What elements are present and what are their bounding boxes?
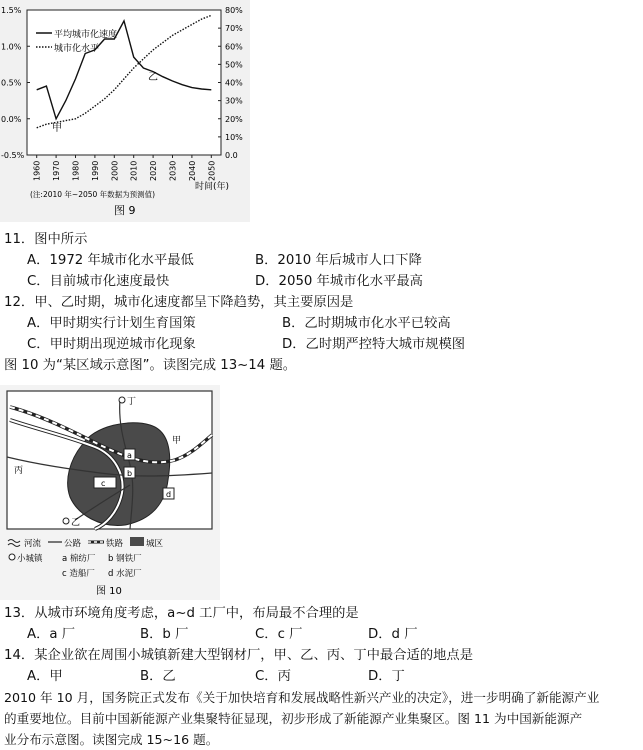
left-tick-label: -0.5% [1, 151, 25, 160]
figure-9-chart [0, 0, 250, 222]
legend-city-symbol [130, 537, 144, 546]
right-tick-label: 60% [225, 42, 243, 52]
intro-figure-10: 图 10 为“某区域示意图”。读图完成 13~14 题。 [4, 358, 297, 373]
factory-c-label: c [101, 479, 106, 488]
q13-option-b: B．b 厂 [140, 627, 189, 642]
map-legend [8, 537, 164, 579]
figure-10 [0, 385, 220, 600]
q12-option-b: B．乙时期城市化水平已较高 [282, 316, 451, 331]
paragraph-line-1: 2010 年 10 月，国务院正式发布《关于加快培育和发展战略性新兴产业的决定》，进一步明确了新能源产业 [4, 690, 600, 705]
figure-10-caption: 图 10 [96, 586, 122, 597]
legend-factory-c: c 造船厂 [62, 569, 95, 579]
right-tick-label: 30% [225, 96, 243, 106]
q14-stem: 14．某企业欲在周围小城镇新建大型钢材厂，甲、乙、丙、丁中最合适的地点是 [4, 648, 474, 663]
x-tick-label: 1960 [32, 160, 42, 181]
town-yi-label: 乙 [71, 518, 81, 528]
right-tick-label: 40% [225, 78, 243, 88]
factory-b-label: b [127, 469, 133, 478]
marker-yi: 乙 [148, 72, 158, 83]
town-ding-marker [119, 397, 125, 403]
legend-town: 小城镇 [17, 554, 43, 564]
town-ding-label: 丁 [127, 397, 137, 407]
x-tick-label: 2050 [207, 160, 217, 181]
q11-option-b: B．2010 年后城市人口下降 [255, 253, 422, 268]
legend-level: 城市化水平 [54, 44, 100, 54]
factory-a-label: a [127, 451, 132, 460]
right-tick-label: 80% [225, 6, 243, 15]
q12-option-d: D．乙时期严控特大城市规模图 [282, 337, 466, 352]
left-tick-label: 1.0% [1, 42, 22, 52]
factory-d-label: d [166, 490, 172, 499]
legend-avg-speed: 平均城市化速度 [54, 30, 118, 40]
figure-9 [0, 0, 250, 222]
legend-factory-b: b 钢铁厂 [108, 554, 142, 564]
town-bing-label: 丙 [14, 466, 24, 476]
legend-river-symbol [8, 540, 20, 543]
right-tick-label: 70% [225, 24, 243, 34]
right-tick-label: 10% [225, 132, 243, 142]
q14-option-a: A．甲 [27, 669, 63, 684]
town-yi-marker [63, 518, 69, 524]
x-tick-label: 2010 [129, 160, 139, 181]
legend-town-symbol [9, 554, 15, 560]
q11-option-c: C．目前城市化速度最快 [27, 274, 170, 289]
legend-road: 公路 [64, 539, 82, 549]
legend-factory-d: d 水泥厂 [108, 569, 142, 579]
legend-city: 城区 [146, 539, 164, 549]
legend-river: 河流 [24, 539, 42, 549]
legend-factory-a: a 棉纺厂 [62, 554, 96, 564]
x-tick-label: 1970 [52, 160, 62, 181]
figure-9-caption: 图 9 [114, 204, 136, 217]
legend-rail: 铁路 [106, 539, 124, 549]
q14-option-d: D．丁 [368, 669, 405, 684]
q12-stem: 12．甲、乙时期，城市化速度都呈下降趋势，其主要原因是 [4, 295, 354, 310]
right-tick-label: 50% [225, 60, 243, 70]
left-tick-label: 0.0% [1, 114, 22, 124]
left-tick-label: 0.5% [1, 78, 22, 88]
figure-10-map [0, 385, 220, 600]
q11-stem: 11．图中所示 [4, 232, 88, 247]
right-tick-label: 20% [225, 114, 243, 124]
x-tick-label: 2030 [168, 160, 178, 181]
q11-option-a: A．1972 年城市化水平最低 [27, 253, 194, 268]
x-tick-label: 1980 [71, 160, 81, 181]
x-axis-title: 时间(年) [195, 182, 230, 192]
right-tick-label: 0.0 [225, 151, 238, 160]
q14-option-b: B．乙 [140, 669, 176, 684]
q13-stem: 13．从城市环境角度考虑，a~d 工厂中，布局最不合理的是 [4, 606, 359, 621]
x-tick-label: 1990 [90, 160, 100, 181]
paragraph-line-2: 的重要地位。目前中国新能源产业集聚特征显现，初步形成了新能源产业集聚区。图 11 为中国新能源产 [4, 711, 583, 726]
q12-option-c: C．甲时期出现逆城市化现象 [27, 337, 196, 352]
q14-option-c: C．丙 [255, 669, 291, 684]
q13-option-d: D．d 厂 [368, 627, 418, 642]
paragraph-line-3: 业分布示意图。读图完成 15~16 题。 [4, 732, 219, 747]
x-tick-label: 2040 [187, 160, 197, 181]
q13-option-c: C．c 厂 [255, 627, 303, 642]
marker-jia: 甲 [52, 123, 62, 134]
q13-option-a: A．a 厂 [27, 627, 76, 642]
left-tick-label: 1.5% [1, 6, 22, 15]
q12-option-a: A．甲时期实行计划生育国策 [27, 316, 196, 331]
q11-option-d: D．2050 年城市化水平最高 [255, 274, 423, 289]
x-tick-label: 2000 [110, 160, 120, 181]
figure-9-note: (注:2010 年~2050 年数据为预测值) [30, 190, 156, 199]
town-jia-label: 甲 [172, 436, 182, 446]
x-tick-label: 2020 [149, 160, 159, 181]
